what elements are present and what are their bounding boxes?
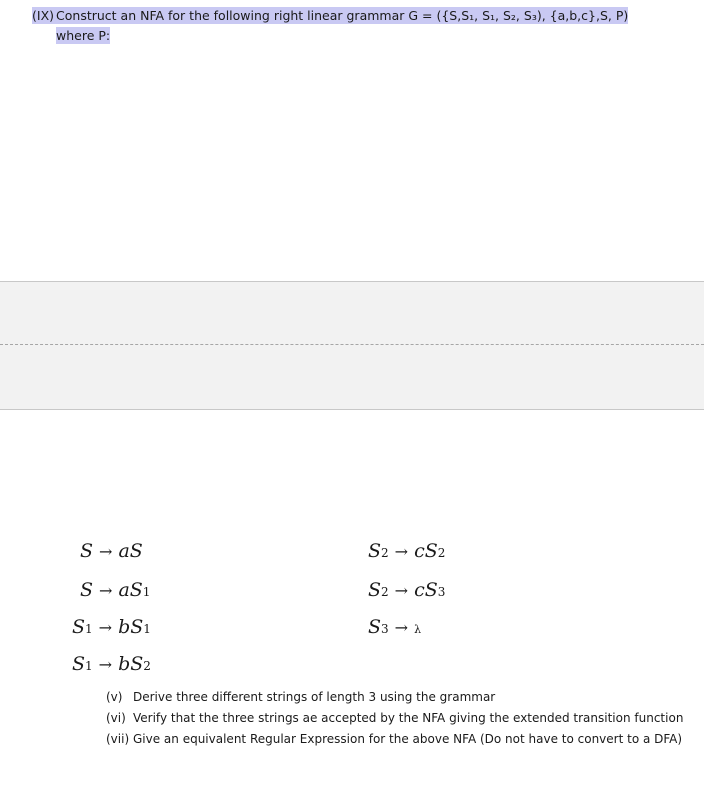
- task-text: Give an equivalent Regular Expression for the above NFA (Do not have to convert to a DFA): [133, 732, 683, 746]
- symbol: S: [80, 579, 94, 601]
- arrow-icon: →: [99, 542, 113, 561]
- task-text: Derive three different strings of length 3 using the grammar: [133, 690, 496, 704]
- lambda-symbol: λ: [414, 623, 422, 636]
- question-number: (IX): [32, 8, 55, 23]
- task-item: [106, 709, 696, 728]
- arrow-icon: →: [98, 618, 113, 637]
- task-item: [106, 688, 696, 707]
- production-5: [368, 540, 445, 562]
- task-text: Verify that the three strings ae accepted by the NFA giving the extended transition function: [133, 711, 684, 725]
- question-header: [32, 6, 628, 46]
- production-6: [368, 579, 445, 601]
- symbol: cS: [414, 579, 438, 601]
- task-list: [106, 688, 696, 749]
- question-where: where P:: [56, 28, 111, 43]
- task-number: (v): [106, 690, 123, 704]
- page-break-line: [0, 344, 704, 345]
- subscript: 1: [142, 585, 151, 599]
- symbol: aS: [118, 579, 143, 601]
- subscript: 2: [381, 585, 389, 599]
- question-text: Construct an NFA for the following right linear grammar G = ({S,S₁, S₁, S₂, S₃), {a,b,c},S, P): [56, 8, 629, 23]
- symbol: bS: [118, 616, 144, 638]
- subscript: 2: [437, 546, 446, 560]
- symbol: bS: [118, 653, 144, 675]
- subscript: 1: [143, 622, 151, 636]
- production-1: [80, 540, 143, 562]
- page-top: [0, 0, 704, 281]
- subscript: 2: [143, 659, 151, 673]
- symbol: S: [72, 653, 86, 675]
- task-item: [106, 730, 696, 749]
- subscript: 1: [85, 659, 93, 673]
- symbol: S: [80, 540, 94, 562]
- subscript: 3: [437, 585, 446, 599]
- production-4: [72, 653, 151, 675]
- task-number: (vii): [106, 732, 130, 746]
- page-gap: [0, 281, 704, 410]
- question-line-1: [32, 6, 628, 26]
- arrow-icon: →: [99, 581, 113, 600]
- arrow-icon: →: [98, 655, 113, 674]
- symbol: S: [72, 616, 86, 638]
- arrow-icon: →: [394, 542, 409, 561]
- arrow-icon: →: [394, 581, 409, 600]
- production-7: [368, 616, 421, 638]
- symbol: S: [368, 616, 382, 638]
- task-number: (vi): [106, 711, 126, 725]
- production-2: [80, 579, 150, 601]
- arrow-icon: →: [394, 618, 409, 637]
- productions: [0, 536, 704, 686]
- symbol: cS: [414, 540, 438, 562]
- symbol: S: [368, 540, 382, 562]
- production-3: [72, 616, 151, 638]
- symbol: S: [368, 579, 382, 601]
- question-line-2: [32, 26, 628, 46]
- subscript: 3: [381, 622, 389, 636]
- subscript: 2: [381, 546, 389, 560]
- subscript: 1: [85, 622, 93, 636]
- symbol: aS: [118, 540, 143, 562]
